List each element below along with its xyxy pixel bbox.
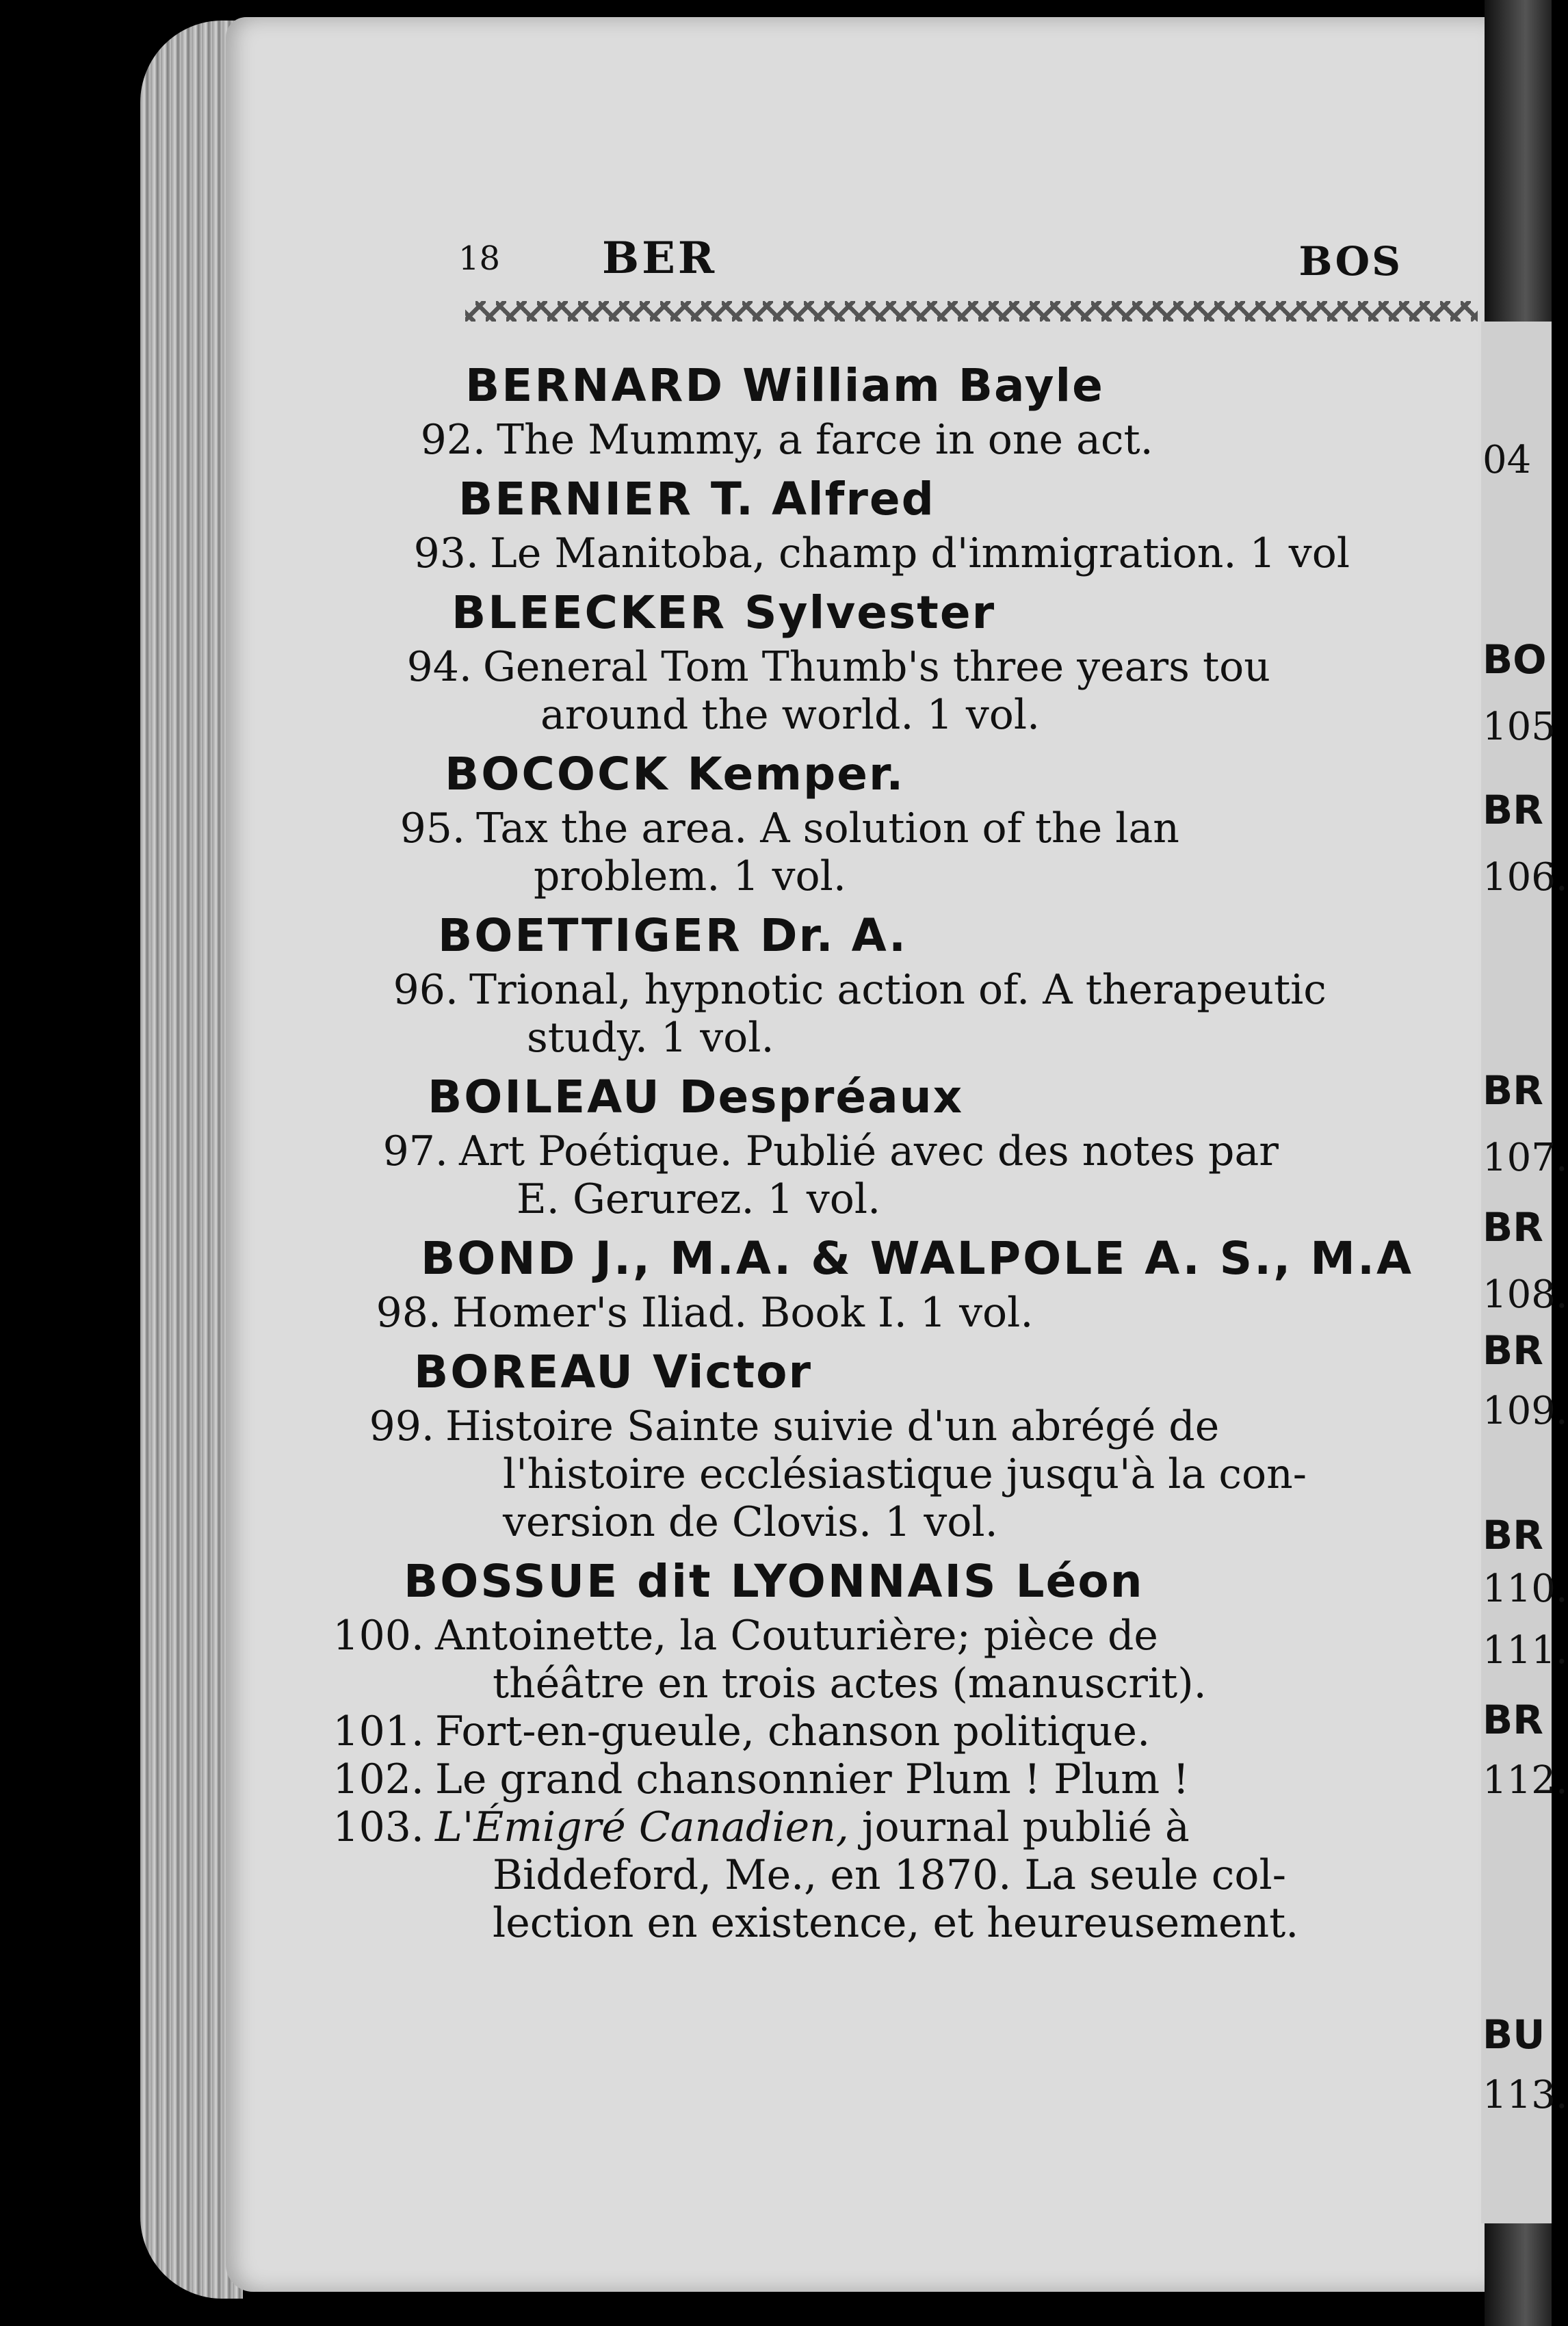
work-number: 100.	[332, 1612, 424, 1660]
author-surname: BOCOCK	[445, 748, 670, 800]
page-number: 18	[458, 239, 501, 278]
work-text: théâtre en trois actes (manuscrit).	[493, 1660, 1207, 1708]
work-text: journal publié à	[848, 1803, 1190, 1851]
facing-text: 109.	[1482, 1389, 1568, 1433]
catalogue-entry	[352, 1067, 1485, 1223]
work-text: Antoinette, la Couturière; pièce de	[435, 1612, 1158, 1660]
author-surname: BERNARD	[465, 359, 725, 412]
catalogue-entry	[328, 1552, 1485, 1947]
author-surname: BLEECKER	[452, 586, 727, 639]
facing-text: 108.	[1482, 1272, 1568, 1317]
work-item	[363, 966, 1485, 1062]
author-given-name: Léon	[1015, 1555, 1144, 1608]
facing-text: BR	[1482, 1327, 1543, 1374]
work-text: around the world. 1 vol.	[540, 691, 1041, 739]
work-number: 93.	[413, 530, 479, 577]
facing-text: BR	[1482, 1697, 1543, 1743]
work-text: Fort-en-gueule, chanson politique.	[435, 1708, 1151, 1755]
facing-text: BR	[1482, 1067, 1543, 1114]
facing-text: 105	[1482, 705, 1556, 749]
work-number: 96.	[393, 966, 458, 1014]
work-item	[339, 1402, 1485, 1546]
catalogue-entry	[339, 1342, 1485, 1546]
work-item	[328, 1755, 1485, 1803]
author-surname: BOREAU	[414, 1346, 635, 1398]
work-number: 92.	[420, 416, 486, 464]
author-heading	[428, 1067, 1485, 1127]
author-given-name: Sylvester	[744, 586, 996, 639]
author-surname: BERNIER	[458, 473, 693, 525]
facing-text: 112.	[1482, 1758, 1568, 1803]
work-item	[328, 1708, 1485, 1755]
facing-text: BR	[1482, 1512, 1543, 1558]
author-heading	[404, 1552, 1485, 1612]
author-heading	[421, 1229, 1485, 1289]
work-text: Le grand chansonnier Plum ! Plum !	[435, 1755, 1190, 1803]
work-item	[328, 1612, 1485, 1708]
work-text: Histoire Sainte suivie d'un abrégé de	[445, 1402, 1220, 1450]
catalogue-entry	[363, 906, 1485, 1062]
work-text: problem. 1 vol.	[534, 852, 846, 900]
catalogue-entries	[332, 356, 1485, 1952]
work-text: version de Clovis. 1 vol.	[503, 1498, 998, 1546]
author-heading	[414, 1342, 1485, 1402]
work-title-italic: L'Émigré Canadien,	[435, 1803, 849, 1851]
catalogue-entry	[369, 744, 1485, 900]
catalogue-entry	[383, 469, 1485, 577]
facing-text: 111.	[1482, 1628, 1568, 1673]
facing-text: 106.	[1482, 855, 1568, 900]
author-given-name: Dr. A.	[759, 909, 908, 962]
author-given-name: Victor	[652, 1346, 813, 1398]
author-heading	[458, 469, 1485, 530]
work-number: 94.	[406, 643, 472, 691]
facing-text: BR	[1482, 787, 1543, 833]
facing-page-fragment	[1481, 322, 1568, 2223]
facing-text: 113.	[1482, 2073, 1568, 2117]
catalogue-entry	[390, 356, 1485, 464]
running-head-left: BER	[602, 233, 718, 284]
author-heading	[465, 356, 1485, 416]
work-text: General Tom Thumb's three years tou	[483, 643, 1270, 691]
author-heading	[445, 744, 1485, 805]
work-number: 103.	[332, 1803, 424, 1851]
work-number: 97.	[382, 1127, 448, 1175]
work-number: 95.	[400, 805, 465, 852]
author-given-name: William Bayle	[742, 359, 1104, 412]
facing-text: BR	[1482, 1204, 1543, 1251]
work-text: Trional, hypnotic action of. A therapeutic	[469, 966, 1327, 1014]
work-item	[369, 805, 1485, 900]
work-text: lection en existence, et heureusement.	[493, 1899, 1299, 1947]
facing-text: 04	[1482, 438, 1532, 482]
facing-text: BU	[1482, 2011, 1545, 2058]
work-text: E. Gerurez. 1 vol.	[517, 1175, 881, 1223]
work-text: study. 1 vol.	[527, 1014, 774, 1062]
author-surname: BOND J., M.A. & WALPOLE A. S., M.A	[421, 1232, 1414, 1285]
work-item	[345, 1289, 1485, 1337]
work-text: Homer's Iliad. Book I. 1 vol.	[452, 1289, 1034, 1337]
author-surname: BOILEAU	[428, 1071, 662, 1123]
work-item	[328, 1803, 1485, 1947]
work-text: Art Poétique. Publié avec des notes par	[459, 1127, 1279, 1175]
author-heading	[438, 906, 1485, 966]
catalogue-entry	[345, 1229, 1485, 1337]
facing-text: BO	[1482, 636, 1547, 683]
work-item	[352, 1127, 1485, 1223]
work-number: 99.	[369, 1402, 434, 1450]
wavy-rule	[465, 301, 1478, 322]
work-text: Le Manitoba, champ d'immigration. 1 vol	[490, 530, 1350, 577]
catalogue-entry	[376, 583, 1485, 739]
author-surname: BOETTIGER	[438, 909, 742, 962]
work-number: 101.	[332, 1708, 424, 1755]
facing-text: 107.	[1482, 1136, 1568, 1180]
work-text: Tax the area. A solution of the lan	[476, 805, 1179, 852]
work-item	[390, 416, 1485, 464]
author-given-name: T. Alfred	[710, 473, 935, 525]
author-surname: BOSSUE dit LYONNAIS	[404, 1555, 998, 1608]
author-heading	[452, 583, 1485, 643]
work-item	[383, 530, 1485, 577]
facing-text: 110.	[1482, 1567, 1568, 1611]
work-text: Biddeford, Me., en 1870. La seule col-	[493, 1851, 1286, 1899]
author-given-name: Despréaux	[679, 1071, 964, 1123]
author-given-name: Kemper.	[687, 748, 905, 800]
work-text: l'histoire ecclésiastique jusqu'à la con-	[503, 1450, 1307, 1498]
work-number: 98.	[376, 1289, 441, 1337]
work-text: The Mummy, a farce in one act.	[497, 416, 1153, 464]
running-head-right: BOS	[1298, 238, 1402, 285]
running-head	[458, 233, 1402, 287]
work-item	[376, 643, 1485, 739]
work-number: 102.	[332, 1755, 424, 1803]
